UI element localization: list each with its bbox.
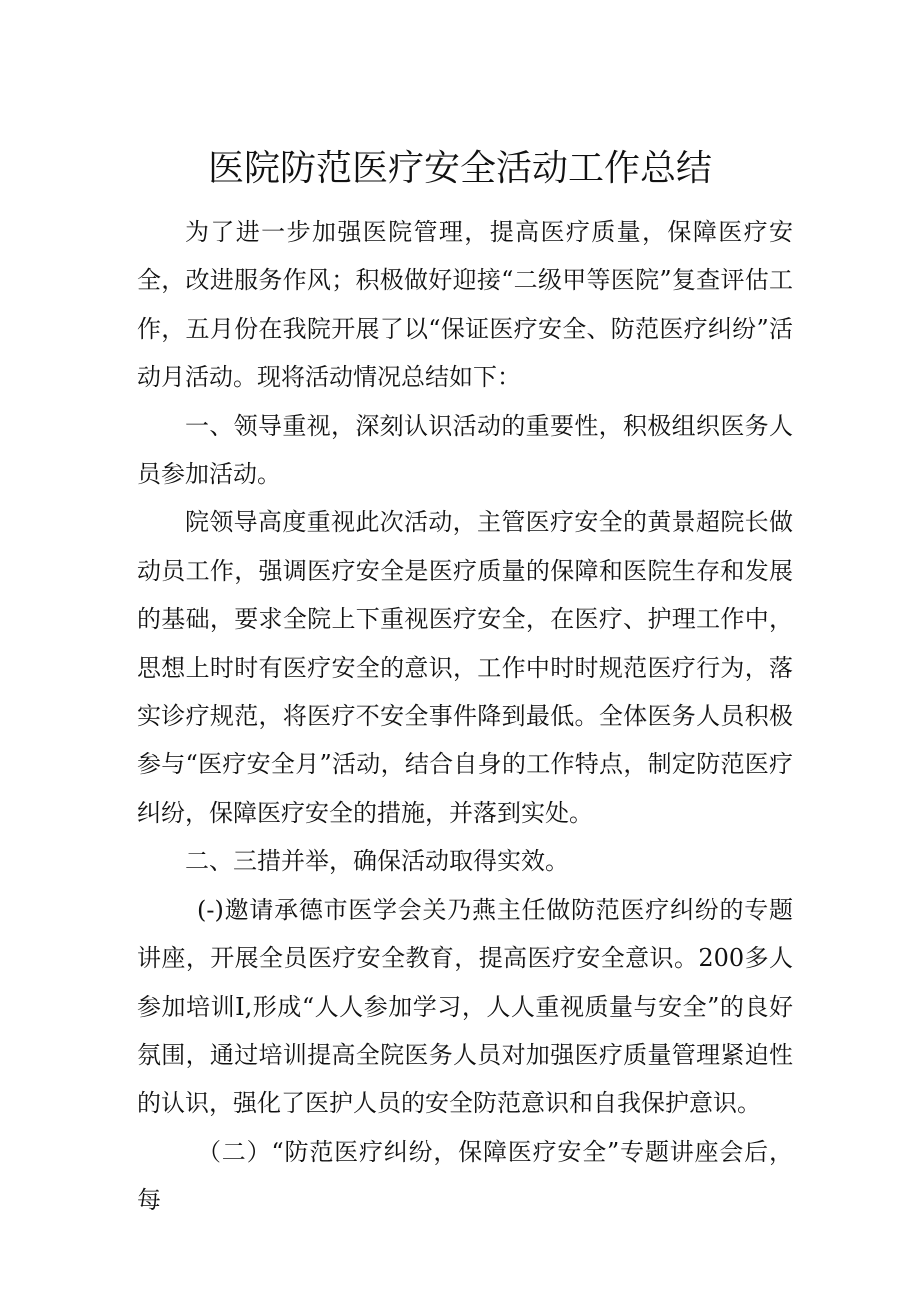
section-heading-2: 二、三措并举，确保活动取得实效。 [185,847,569,876]
paragraph-intro: 为了进一步加强医院管理，提高医疗质量，保障医疗安全，改进服务作风；积极做好迎接“二级甲等医院”复查评估工作，五月份在我院开展了以“保证医疗安全、防范医疗纠纷”活动月活动。现将活动情况总结如下： [137,218,793,392]
document-body [137,208,793,1225]
paragraph-followup: （二）“防范医疗纠纷，保障医疗安全”专题讲座会后，每 [137,1137,793,1215]
paragraph-leadership: 院领导高度重视此次活动，主管医疗安全的黄景超院长做动员工作，强调医疗安全是医疗质量的保障和医院生存和发展的基础，要求全院上下重视医疗安全，在医疗、护理工作中，思想上时时有医疗安全的意识，工作中时时规范医疗行为，落实诊疗规范，将医疗不安全事件降到最低。全体医务人员积极参与“医疗安全月”活动，结合自身的工作特点，制定防范医疗纠纷，保障医疗安全的措施，并落到实处。 [137,508,793,827]
section-heading-1: 一、领导重视，深刻认识活动的重要性，积极组织医务人员参加活动。 [137,411,793,489]
paragraph-lecture: (-)邀请承德市医学会关乃燕主任做防范医疗纠纷的专题讲座，开展全员医疗安全教育，提高医疗安全意识。200多人参加培训I,形成“人人参加学习，人人重视质量与安全”的良好氛围，通过培训提高全院医务人员对加强医疗质量管理紧迫性的认识，强化了医护人员的安全防范意识和自我保护意识。 [137,895,793,1118]
document-title: 医院防范医疗安全活动工作总结 [207,148,712,189]
